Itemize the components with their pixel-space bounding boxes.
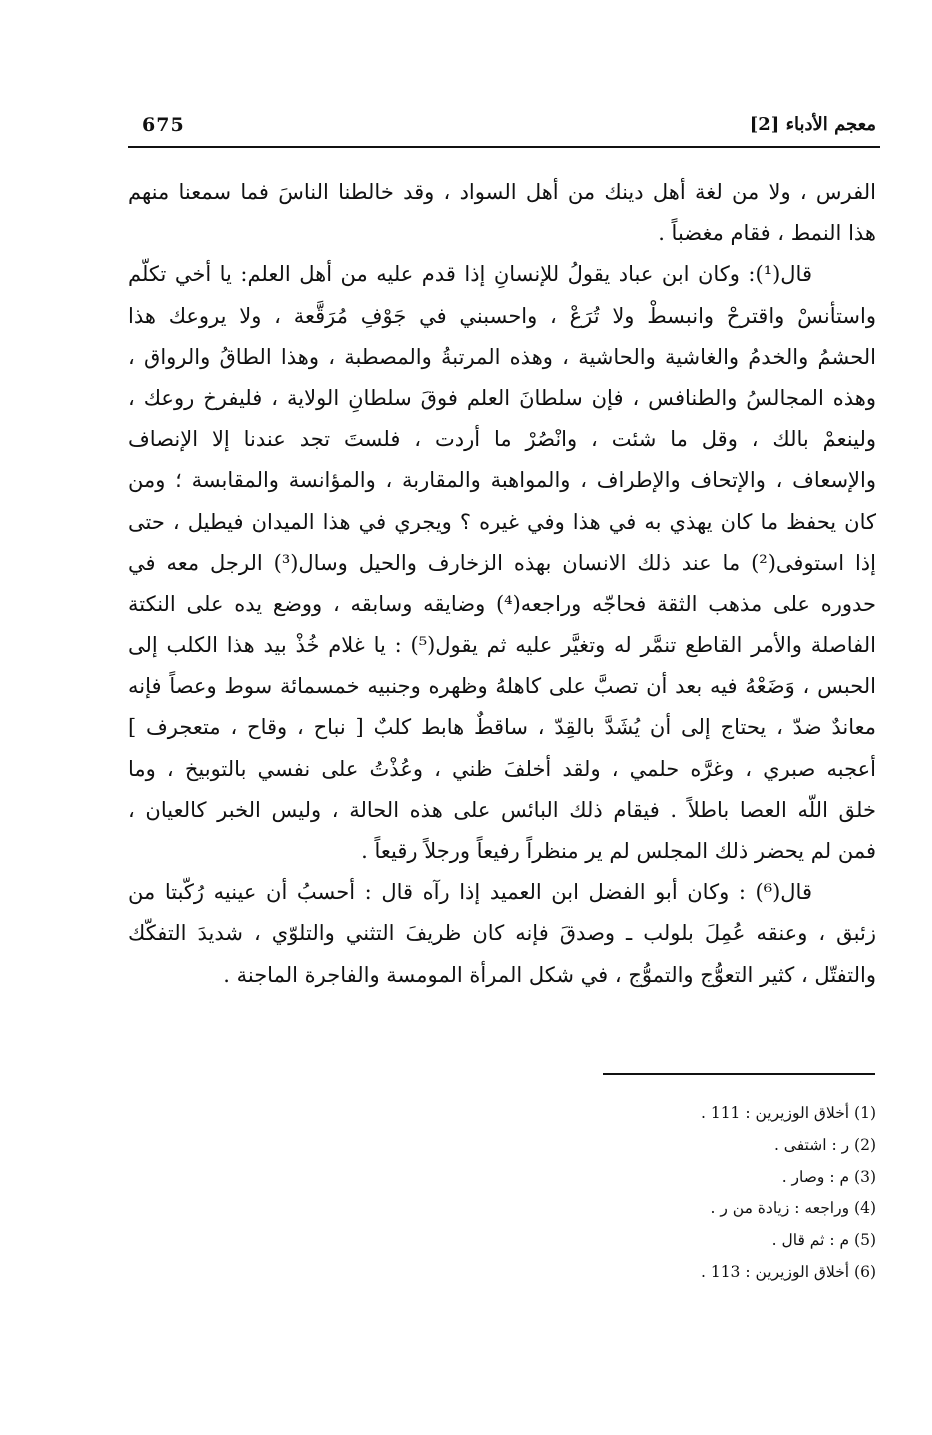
- body-text: [128, 172, 876, 996]
- footnotes: [500, 1098, 876, 1289]
- running-title: معجم الأدباء [2]: [749, 114, 876, 135]
- text-line: الحشمُ والخدمُ والغاشية والحاشية ، وهذه المرتبةُ والمصطبة ، وهذا الطاقُ والرواق ،: [128, 344, 876, 369]
- text-line: معاندٌ ضدّ ، يحتاج إلى أن يُشَدَّ بالقِدّ ، ساقطٌ هابط كلبٌ [ نباح ، وقاح ، متعجرف ]: [128, 715, 876, 740]
- text-line: ولينعمْ بالك ، وقل ما شئت ، وانْصُرْ ما أردت ، فلستَ تجد عندنا إلا الإنصاف: [128, 427, 876, 452]
- footnote: (5) م : ثم قال .: [771, 1231, 876, 1250]
- text-line: الفرس ، ولا من لغة أهل دينك من أهل السواد ، وقد خالطنا الناسَ فما سمعنا منهم: [128, 180, 876, 204]
- footnote-rule: [603, 1073, 875, 1075]
- text-line: قال(¹): وكان ابن عباد يقولُ للإنسانِ إذا قدم عليه من أهل العلم: يا أخي تكلّم: [128, 262, 812, 287]
- text-line: حدوره على مذهب الثقة فحاجّه وراجعه(⁴) وضايقه وسابقه ، ووضع يده على النكتة: [128, 591, 876, 616]
- header-rule: [128, 146, 880, 148]
- text-line: فمن لم يحضر ذلك المجلس لم ير منظراً رفيعاً ورجلاً رقيعاً .: [361, 839, 876, 863]
- footnote: (2) ر : اشتفى .: [773, 1135, 876, 1154]
- text-line: إذا استوفى(²) ما عند ذلك الانسان بهذه الزخارف والحيل وسال(³) الرجل معه في: [128, 550, 876, 575]
- text-line: الفاصلة والأمر القاطع تنمَّر له وتغيَّر عليه ثم يقول(⁵) : يا غلام خُذْ بيد هذا الكلب إلى: [128, 633, 876, 658]
- text-line: كان يحفظ ما كان يهذي به في هذا وفي غيره ؟ ويجري في هذا الميدان فيطيل ، حتى: [128, 509, 876, 534]
- text-line: واستأنسْ واقترحْ وانبسطْ ولا تُرَعْ ، واحسبني في جَوْفِ مُرَقَّعة ، ولا يروعك هذا: [128, 303, 876, 328]
- footnote: (3) م : وصار .: [781, 1167, 876, 1186]
- text-line: والتفتّل ، كثير التعوُّج والتموُّج ، في شكل المرأة المومسة والفاجرة الماجنة .: [223, 962, 876, 987]
- text-line: الحبس ، وَضَعْهُ فيه بعد أن تصبَّ على كاهلهُ وظهره وجنبيه خمسمائة سوط وعصاً فإنه: [128, 674, 876, 699]
- text-line: قال(⁶) : وكان أبو الفضل ابن العميد إذا رآه قال : أحسبُ أن عينيه رُكّبتا من: [128, 880, 812, 905]
- text-line: وهذه المجالسُ والطنافس ، فإن سلطانَ العلم فوقَ سلطانِ الولاية ، فليفرخ روعك ،: [128, 385, 876, 410]
- footnote: (6) أخلاق الوزيرين : 113 .: [700, 1262, 876, 1281]
- text-line: والإسعاف ، والإتحاف والإطراف ، والمواهبة والمقاربة ، والمؤانسة والمقابسة ؛ ومن: [128, 468, 876, 493]
- footnote: (4) وراجعه : زيادة من ر .: [710, 1199, 876, 1218]
- page-number: 675: [142, 114, 185, 136]
- footnote: (1) أخلاق الوزيرين : 111 .: [700, 1104, 876, 1122]
- text-line: أعجبه صبري ، وغرَّه حلمي ، ولقد أخلفَ ظني ، وعُذْتُ على نفسي بالتوبيخ ، وما: [128, 756, 876, 781]
- text-line: هذا النمط ، فقام مغضباً .: [658, 221, 876, 246]
- text-line: خلق اللّه العصا باطلاً . فيقام ذلك البائس على هذه الحالة ، وليس الخبر كالعيان ،: [128, 797, 876, 822]
- page-header: [128, 112, 876, 142]
- text-line: زئبق ، وعنقه عُمِلَ بلولب ـ وصدقَ فإنه كان ظريفَ التثني والتلوّي ، شديدَ التفكّك: [128, 921, 876, 946]
